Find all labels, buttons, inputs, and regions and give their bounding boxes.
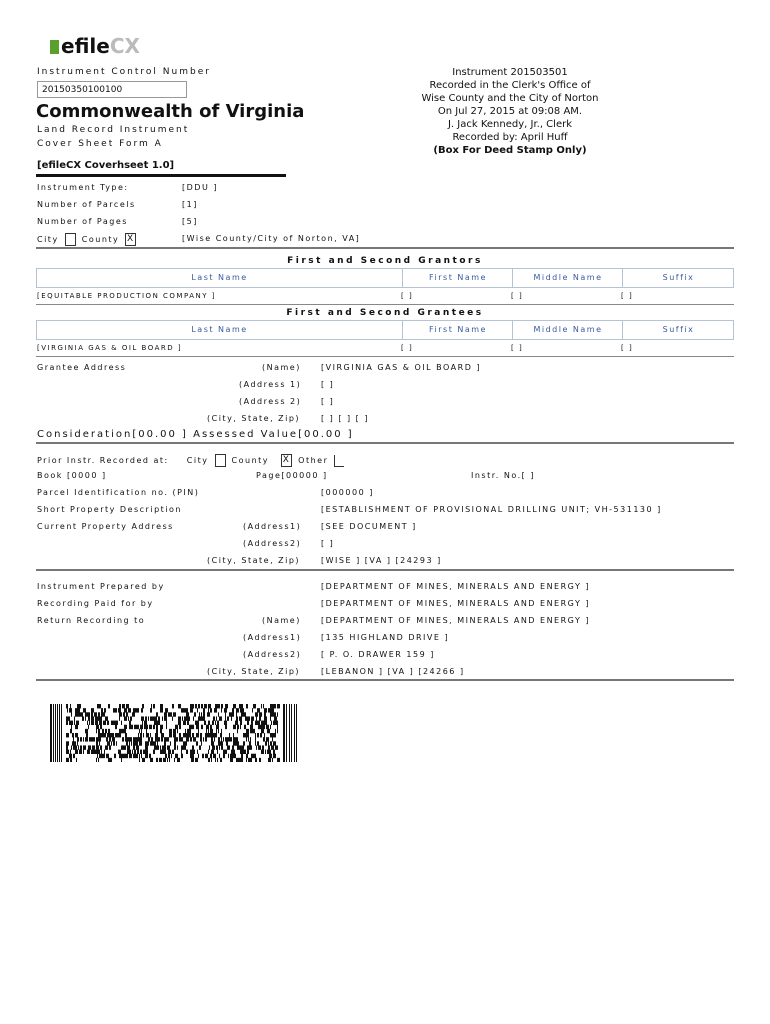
divider xyxy=(36,247,734,249)
logo-text-cx: CX xyxy=(109,34,140,58)
current-addr2-label: (Address2) xyxy=(243,539,302,548)
return-addr2-value: [ P. O. DRAWER 159 ] xyxy=(321,650,435,659)
col-suffix: Suffix xyxy=(622,321,734,339)
prior-city-checkbox[interactable] xyxy=(215,454,226,467)
parcels-value: [1] xyxy=(182,200,198,209)
divider xyxy=(36,679,734,681)
return-name-label: (Name) xyxy=(262,616,301,625)
prior-county-checkbox[interactable]: X xyxy=(282,455,291,465)
return-addr1-label: (Address1) xyxy=(243,633,302,642)
paid-by-label: Recording Paid for by xyxy=(37,599,154,608)
short-description-label: Short Property Description xyxy=(37,505,182,514)
location-value: [Wise County/City of Norton, VA] xyxy=(182,234,361,243)
prepared-by-value: [DEPARTMENT OF MINES, MINERALS AND ENERGY ] xyxy=(321,582,591,591)
city-label: City xyxy=(37,235,59,244)
stamp-line: Recorded by: April Huff xyxy=(452,132,568,143)
grantees-header xyxy=(36,320,734,340)
return-csz-value: [LEBANON ] [VA ] [24266 ] xyxy=(321,667,465,676)
stamp-note: (Box For Deed Stamp Only) xyxy=(433,145,587,156)
grantee-name-label: (Name) xyxy=(262,363,301,372)
current-csz-value: [WISE ] [VA ] [24293 ] xyxy=(321,556,442,565)
pdf417-barcode-icon xyxy=(50,704,298,762)
return-name-value: [DEPARTMENT OF MINES, MINERALS AND ENERGY ] xyxy=(321,616,591,625)
instr-no-value: Instr. No.[ ] xyxy=(471,471,535,480)
grantee-csz-label: (City, State, Zip) xyxy=(207,414,301,423)
stamp-line: Wise County and the City of Norton xyxy=(421,93,599,104)
stamp-line: Instrument 201503501 xyxy=(452,67,568,78)
grantor-middle-name: [ ] xyxy=(511,292,524,300)
grantee-first-name: [ ] xyxy=(401,344,414,352)
grantors-title xyxy=(36,256,734,266)
stamp-line: J. Jack Kennedy, Jr., Clerk xyxy=(447,119,572,130)
pin-label: Parcel Identification no. (PIN) xyxy=(37,488,200,497)
divider xyxy=(36,442,734,444)
recording-stamp xyxy=(405,66,615,157)
grantee-addr1-label: (Address 1) xyxy=(239,380,302,389)
grantees-title xyxy=(36,308,734,318)
grantee-name-value: [VIRGINIA GAS & OIL BOARD ] xyxy=(321,363,482,372)
city-checkbox[interactable] xyxy=(65,233,76,246)
form-subtitle-1: Land Record Instrument xyxy=(37,125,190,135)
col-middle-name: Middle Name xyxy=(512,321,623,339)
parcels-label: Number of Parcels xyxy=(37,200,136,209)
current-addr1-value: [SEE DOCUMENT ] xyxy=(321,522,417,531)
return-csz-label: (City, State, Zip) xyxy=(207,667,301,676)
page-title: Commonwealth of Virginia xyxy=(36,101,305,122)
consideration-line: Consideration[00.00 ] Assessed Value[00.00 ] xyxy=(37,429,354,440)
pages-label: Number of Pages xyxy=(37,217,128,226)
col-suffix: Suffix xyxy=(622,269,734,287)
instrument-type-label: Instrument Type: xyxy=(37,183,129,192)
grantor-first-name: [ ] xyxy=(401,292,414,300)
grantor-last-name: [EQUITABLE PRODUCTION COMPANY ] xyxy=(37,292,216,300)
grantee-addr2-value: [ ] xyxy=(321,397,335,406)
col-middle-name: Middle Name xyxy=(512,269,623,287)
prepared-by-label: Instrument Prepared by xyxy=(37,582,165,591)
grantee-last-name: [VIRGINIA GAS & OIL BOARD ] xyxy=(37,344,183,352)
grantee-address-label: Grantee Address xyxy=(37,363,127,372)
coversheet-version: [efileCX Coverhseet 1.0] xyxy=(37,160,175,171)
county-label: County xyxy=(81,235,120,244)
pin-value: [000000 ] xyxy=(321,488,374,497)
logo-text-efile: efile xyxy=(61,34,110,58)
grantee-middle-name: [ ] xyxy=(511,344,524,352)
col-first-name: First Name xyxy=(402,269,513,287)
col-last-name: Last Name xyxy=(191,325,248,334)
prior-instrument-row xyxy=(37,454,346,467)
stamp-line: On Jul 27, 2015 at 09:08 AM. xyxy=(437,106,583,117)
current-address-label: Current Property Address xyxy=(37,522,174,531)
grantee-csz-value: [ ] [ ] [ ] xyxy=(321,414,369,423)
grantor-suffix: [ ] xyxy=(621,292,634,300)
current-addr1-label: (Address1) xyxy=(243,522,302,531)
prior-county-label: County xyxy=(231,456,270,465)
paid-by-value: [DEPARTMENT OF MINES, MINERALS AND ENERGY ] xyxy=(321,599,591,608)
divider xyxy=(36,304,734,305)
form-subtitle-2: Cover Sheet Form A xyxy=(37,139,163,149)
grantors-header xyxy=(36,268,734,288)
county-checkbox[interactable]: X xyxy=(126,234,135,244)
prior-other-label: Other xyxy=(298,456,329,465)
prior-other-checkbox[interactable] xyxy=(334,455,344,467)
divider xyxy=(36,569,734,571)
grantors-title-text: First and Second Grantors xyxy=(287,256,483,266)
grantee-addr2-label: (Address 2) xyxy=(239,397,302,406)
stamp-line: Recorded in the Clerk's Office of xyxy=(429,80,591,91)
current-addr2-value: [ ] xyxy=(321,539,335,548)
efilecx-logo xyxy=(50,34,140,58)
col-last-name: Last Name xyxy=(191,273,248,282)
current-csz-label: (City, State, Zip) xyxy=(207,556,301,565)
city-county-selector xyxy=(37,233,138,246)
version-underline xyxy=(36,174,286,177)
icn-label: Instrument Control Number xyxy=(37,67,211,77)
prior-city-label: City xyxy=(186,456,209,465)
col-first-name: First Name xyxy=(402,321,513,339)
page-value: Page[00000 ] xyxy=(256,471,328,480)
grantees-title-text: First and Second Grantees xyxy=(286,308,484,318)
pages-value: [5] xyxy=(182,217,198,226)
grantee-addr1-value: [ ] xyxy=(321,380,335,389)
icn-field: 20150350100100 xyxy=(37,81,187,98)
return-addr1-value: [135 HIGHLAND DRIVE ] xyxy=(321,633,450,642)
logo-mark-icon xyxy=(50,40,59,54)
return-addr2-label: (Address2) xyxy=(243,650,302,659)
short-description-value: [ESTABLISHMENT OF PROVISIONAL DRILLING UNIT; VH-531130 ] xyxy=(321,505,662,514)
divider xyxy=(36,356,734,357)
grantee-suffix: [ ] xyxy=(621,344,634,352)
prior-label: Prior Instr. Recorded at: xyxy=(37,456,169,465)
book-value: Book [0000 ] xyxy=(37,471,107,480)
return-to-label: Return Recording to xyxy=(37,616,146,625)
instrument-type-value: [DDU ] xyxy=(182,183,218,192)
